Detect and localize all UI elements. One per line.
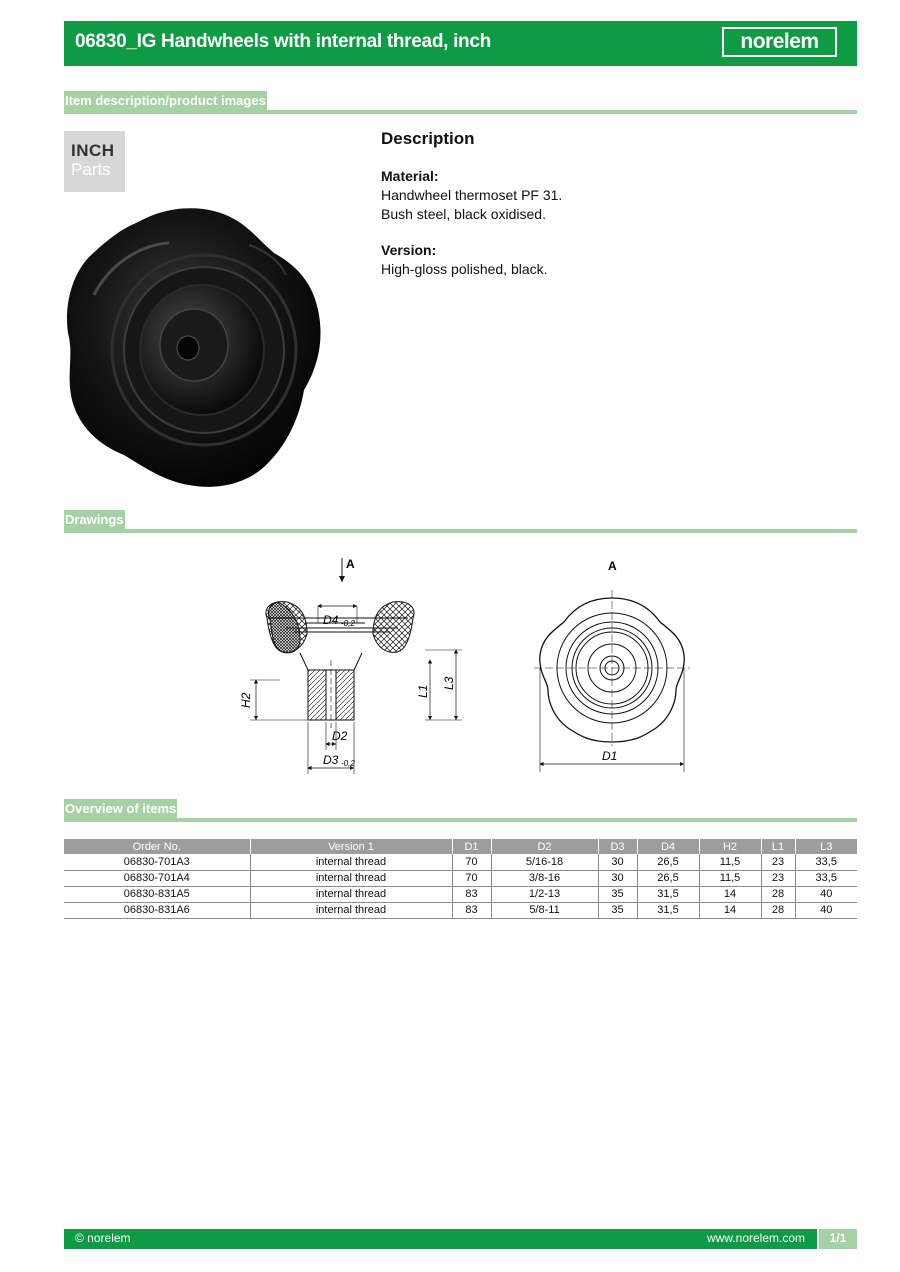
cell-h2: 14	[699, 886, 761, 902]
cell-d2: 5/8-11	[491, 902, 598, 918]
cell-d3: 30	[598, 854, 637, 870]
handwheel-product-image	[64, 205, 322, 490]
col-header-d2: D2	[491, 839, 598, 854]
cell-d4: 31,5	[637, 886, 699, 902]
cell-l3: 33,5	[795, 870, 857, 886]
cell-d4: 31,5	[637, 902, 699, 918]
col-header-d3: D3	[598, 839, 637, 854]
page-number: 1/1	[819, 1229, 857, 1249]
cell-order-no: 06830-701A3	[64, 854, 250, 870]
view-a-label-left: A	[346, 557, 355, 571]
cell-d1: 70	[452, 854, 491, 870]
version-label: Version:	[381, 242, 437, 258]
cell-order-no: 06830-831A6	[64, 902, 250, 918]
table-row	[64, 902, 857, 918]
norelem-logo	[722, 27, 837, 57]
section-label-drawings: Drawings	[64, 510, 125, 530]
table-header-row	[64, 839, 857, 854]
page-header	[64, 21, 857, 66]
d1-label: D1	[602, 749, 618, 763]
h2-label: H2	[239, 692, 253, 708]
top-view-drawing	[534, 590, 690, 772]
material-line-2: Bush steel, black oxidised.	[381, 206, 546, 222]
col-header-version: Version 1	[250, 839, 452, 854]
cell-version: internal thread	[250, 886, 452, 902]
d2-label: D2	[332, 729, 348, 743]
page-footer	[64, 1229, 817, 1249]
col-header-d1: D1	[452, 839, 491, 854]
d4-tolerance: -0,2	[341, 619, 355, 628]
col-header-order-no: Order No.	[64, 839, 250, 854]
d3-label: D3	[323, 753, 339, 767]
cell-l1: 28	[761, 886, 795, 902]
badge-line-parts: Parts	[71, 160, 111, 179]
table-row	[64, 886, 857, 902]
logo-text: norelem	[740, 30, 819, 53]
inch-parts-badge	[64, 131, 125, 192]
cell-l3: 33,5	[795, 854, 857, 870]
version-line: High-gloss polished, black.	[381, 261, 548, 277]
page-title: 06830_IG Handwheels with internal thread, inch	[75, 31, 491, 52]
cell-d4: 26,5	[637, 870, 699, 886]
cell-d3: 35	[598, 902, 637, 918]
section-divider-overview	[64, 818, 857, 822]
cell-order-no: 06830-831A5	[64, 886, 250, 902]
cell-d2: 3/8-16	[491, 870, 598, 886]
col-header-l1: L1	[761, 839, 795, 854]
view-a-label-right: A	[608, 559, 617, 573]
technical-drawings	[230, 550, 700, 780]
section-divider-drawings	[64, 529, 857, 533]
cell-order-no: 06830-701A4	[64, 870, 250, 886]
cell-h2: 14	[699, 902, 761, 918]
cell-l3: 40	[795, 886, 857, 902]
col-header-h2: H2	[699, 839, 761, 854]
cell-d3: 30	[598, 870, 637, 886]
cell-d1: 70	[452, 870, 491, 886]
material-label: Material:	[381, 168, 439, 184]
section-label-overview: Overview of items	[64, 799, 177, 819]
table-row	[64, 870, 857, 886]
table-row	[64, 854, 857, 870]
description-panel	[381, 129, 841, 279]
cell-d1: 83	[452, 902, 491, 918]
cell-l1: 23	[761, 854, 795, 870]
side-view-drawing	[250, 558, 462, 774]
l1-label: L1	[416, 684, 430, 698]
cell-version: internal thread	[250, 854, 452, 870]
cell-d2: 1/2-13	[491, 886, 598, 902]
cell-d2: 5/16-18	[491, 854, 598, 870]
material-line-1: Handwheel thermoset PF 31.	[381, 187, 563, 203]
description-heading: Description	[381, 129, 475, 148]
cell-h2: 11,5	[699, 870, 761, 886]
footer-website-link[interactable]: www.norelem.com	[706, 1231, 805, 1245]
items-table	[64, 839, 857, 919]
cell-version: internal thread	[250, 870, 452, 886]
badge-line-inch: INCH	[71, 141, 115, 160]
cell-h2: 11,5	[699, 854, 761, 870]
d4-label: D4	[323, 613, 339, 627]
footer-copyright: © norelem	[75, 1231, 131, 1245]
section-label-item-description: Item description/product images	[64, 91, 267, 111]
cell-d4: 26,5	[637, 854, 699, 870]
l3-label: L3	[442, 676, 456, 690]
col-header-d4: D4	[637, 839, 699, 854]
cell-d1: 83	[452, 886, 491, 902]
col-header-l3: L3	[795, 839, 857, 854]
cell-l3: 40	[795, 902, 857, 918]
cell-l1: 28	[761, 902, 795, 918]
cell-d3: 35	[598, 886, 637, 902]
d3-tolerance: -0,2	[341, 759, 355, 768]
cell-version: internal thread	[250, 902, 452, 918]
cell-l1: 23	[761, 870, 795, 886]
